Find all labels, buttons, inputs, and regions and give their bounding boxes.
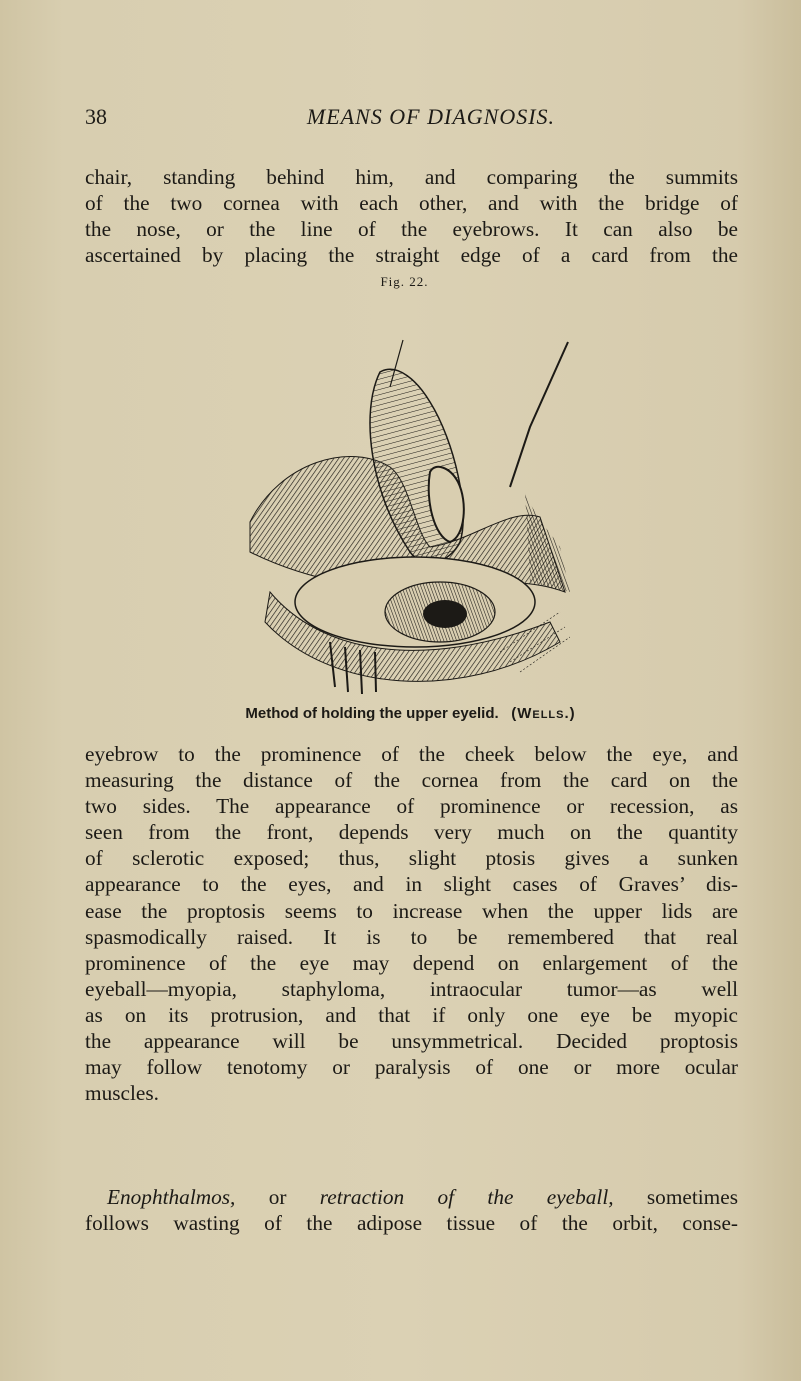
text-line: of sclerotic exposed; thus, slight ptosis gives a sunken bbox=[85, 846, 738, 871]
text-line: spasmodically raised. It is to be remembered that real bbox=[85, 924, 738, 949]
text-line: ascertained by placing the straight edge of a card from the bbox=[85, 243, 738, 268]
figure-label: Fig. 22. bbox=[380, 274, 429, 289]
text-line: eyeball—myopia, staphyloma, intraocular tumor—as well bbox=[85, 976, 738, 1001]
figure-caption bbox=[0, 705, 801, 722]
text-line: prominence of the eye may depend on enlargement of the bbox=[85, 950, 738, 975]
page-number: 38 bbox=[85, 104, 107, 129]
text-line: may follow tenotomy or paralysis of one or more ocular bbox=[85, 1055, 738, 1080]
text-line: seen from the front, depends very much on the quantity bbox=[85, 820, 738, 845]
paragraph-3 bbox=[85, 1184, 738, 1236]
text-line: two sides. The appearance of prominence or recession, as bbox=[85, 794, 738, 819]
text-line: the nose, or the line of the eyebrows. It can also be bbox=[85, 217, 738, 242]
eyelid-illustration bbox=[240, 292, 570, 702]
text-line: measuring the distance of the cornea from the card on the bbox=[85, 768, 738, 793]
text-fragment: sometimes bbox=[613, 1185, 738, 1209]
text-line: as on its protrusion, and that if only one eye be myopic bbox=[85, 1002, 738, 1027]
text-line: ease the proptosis seems to increase when the upper lids are bbox=[85, 898, 738, 923]
italic-term: retraction of the eyeball, bbox=[319, 1185, 614, 1209]
text-line: muscles. bbox=[85, 1081, 159, 1106]
caption-text: Method of holding the upper eyelid. bbox=[245, 705, 499, 722]
connector-text: or bbox=[235, 1185, 320, 1209]
text-line: the appearance will be unsymmetrical. Decided proptosis bbox=[85, 1029, 738, 1054]
italic-term: Enophthalmos, bbox=[107, 1185, 236, 1209]
text-line: eyebrow to the prominence of the cheek below the eye, and bbox=[85, 742, 738, 766]
caption-source: (Wells.) bbox=[511, 705, 576, 722]
text-line: chair, standing behind him, and comparing the summits bbox=[85, 165, 738, 189]
paragraph-2 bbox=[85, 741, 738, 1106]
text-line: appearance to the eyes, and in slight cases of Graves’ dis- bbox=[85, 872, 738, 897]
text-line: follows wasting of the adipose tissue of the orbit, conse- bbox=[85, 1211, 738, 1236]
text-line: of the two cornea with each other, and with the bridge of bbox=[85, 191, 738, 216]
running-title: MEANS OF DIAGNOSIS. bbox=[306, 104, 556, 129]
running-head bbox=[85, 104, 737, 136]
paragraph-1 bbox=[85, 164, 738, 268]
text-line bbox=[85, 1184, 738, 1210]
